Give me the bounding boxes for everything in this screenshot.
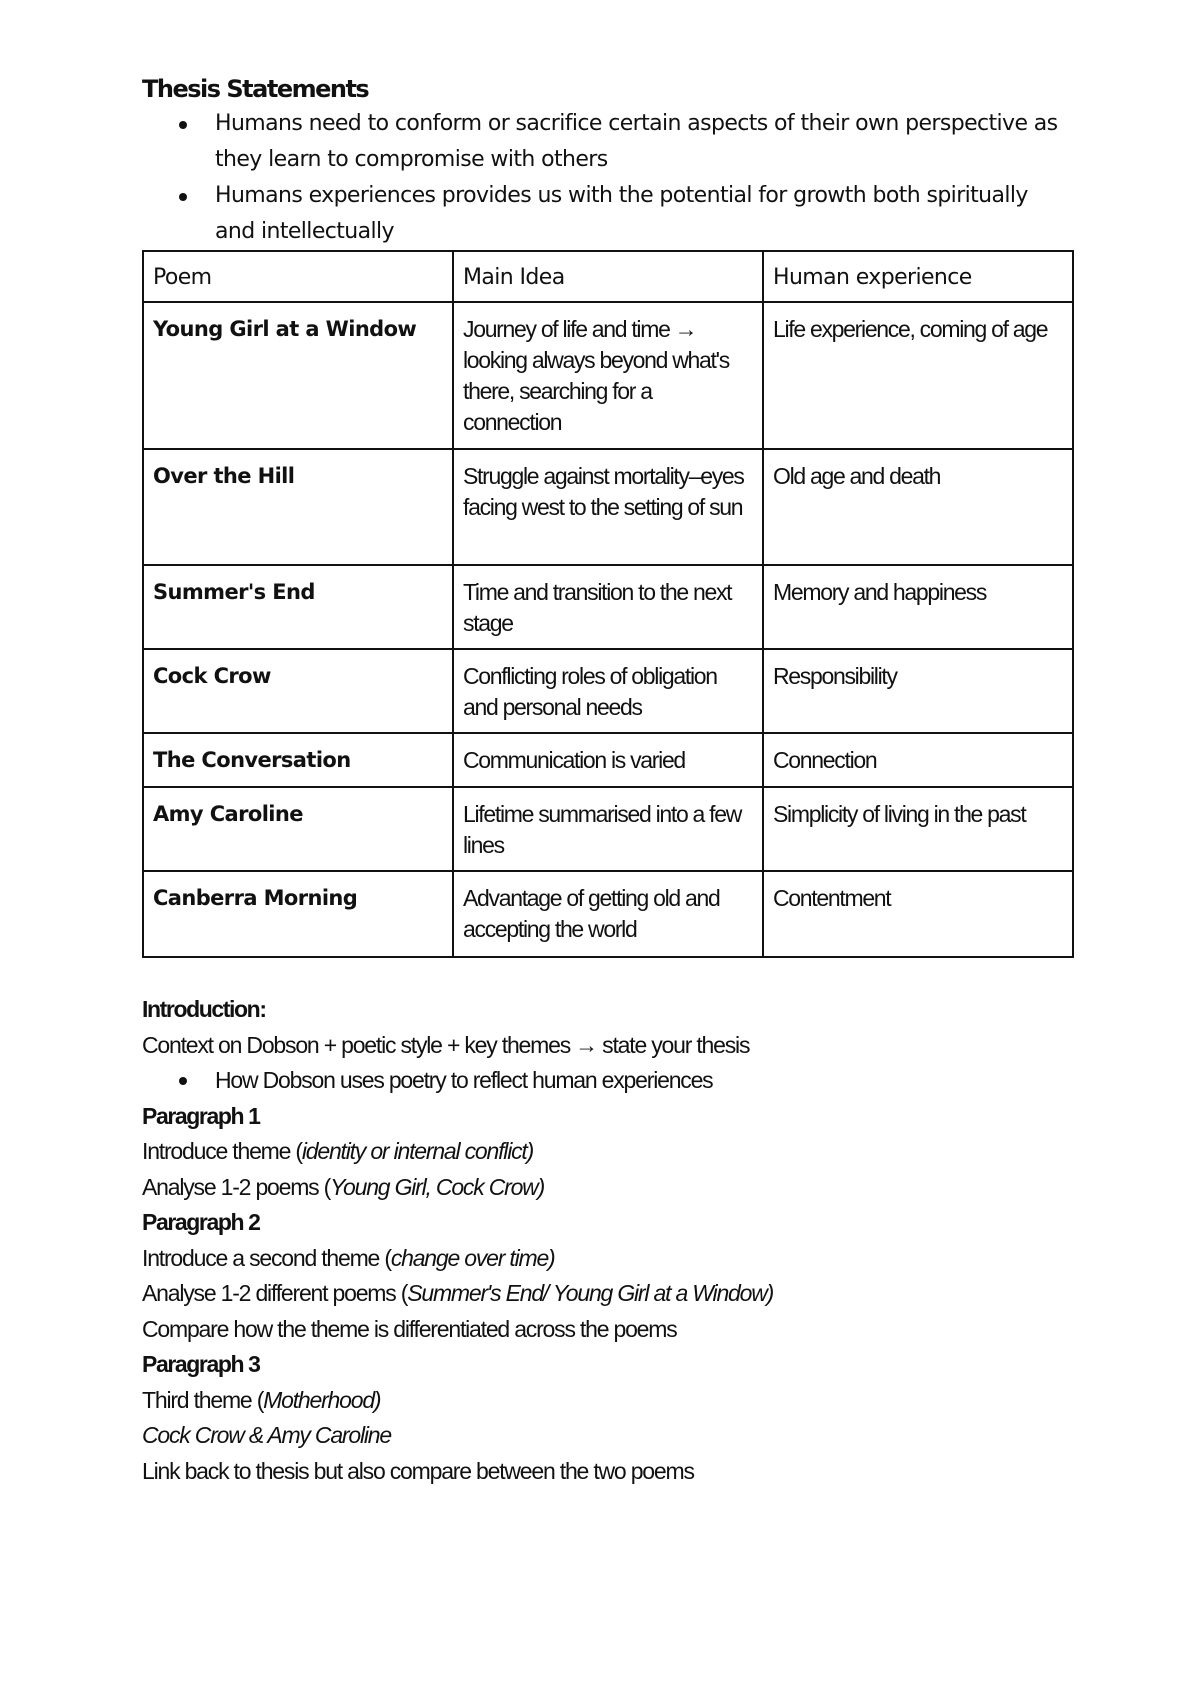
main-idea: Struggle against mortality–eyes facing west to the setting of sun — [453, 449, 763, 565]
paragraph-3-line: Link back to thesis but also compare between the two poems — [142, 1457, 694, 1484]
header-main-idea: Main Idea — [453, 251, 763, 302]
poem-title: The Conversation — [143, 733, 453, 787]
paragraph-2-line: Compare how the theme is differentiated across the poems — [142, 1315, 677, 1342]
paragraph-3-line — [142, 1383, 1072, 1419]
paragraph-2-heading: Paragraph 2 — [142, 1209, 260, 1235]
line-italic: change over time) — [390, 1244, 555, 1271]
human-experience: Simplicity of living in the past — [763, 787, 1073, 871]
poem-title: Young Girl at a Window — [143, 302, 453, 449]
table-header-row — [143, 251, 1073, 302]
poem-title: Amy Caroline — [143, 787, 453, 871]
table-row — [143, 787, 1073, 871]
poem-title: Over the Hill — [143, 449, 453, 565]
introduction-heading: Introduction: — [142, 996, 266, 1022]
paragraph-1-line — [142, 1170, 1072, 1206]
paragraph-2-line — [142, 1276, 1072, 1312]
main-idea: Time and transition to the next stage — [453, 565, 763, 649]
main-idea: Advantage of getting old and accepting the world — [453, 871, 763, 957]
thesis-list — [142, 106, 1072, 250]
table-row — [143, 302, 1073, 449]
human-experience: Responsibility — [763, 649, 1073, 733]
line-text: Analyse 1-2 poems ( — [142, 1173, 331, 1200]
line-text: Analyse 1-2 different poems ( — [142, 1280, 408, 1306]
paragraph-1-heading: Paragraph 1 — [142, 1102, 260, 1129]
thesis-bullet: Humans need to conform or sacrifice certain aspects of their own perspective as they learn to compromise with others — [215, 106, 1072, 178]
table-row — [143, 449, 1073, 565]
poem-title: Cock Crow — [143, 649, 453, 733]
human-experience: Connection — [763, 733, 1073, 787]
paragraph-2-line — [142, 1241, 1072, 1277]
paragraph-1-line — [142, 1134, 1072, 1170]
line-italic: Young Girl, Cock Crow) — [330, 1173, 545, 1200]
main-idea: Conflicting roles of obligation and personal needs — [453, 649, 763, 733]
poem-title: Canberra Morning — [143, 871, 453, 957]
line-italic: identity or internal conflict) — [301, 1138, 534, 1164]
essay-outline — [142, 992, 1072, 1489]
line-text: Introduce theme ( — [142, 1138, 302, 1164]
document-content — [142, 72, 1072, 1489]
thesis-bullet: Humans experiences provides us with the potential for growth both spiritually and intellectually — [215, 178, 1072, 250]
table-row — [143, 565, 1073, 649]
thesis-title: Thesis Statements — [142, 75, 369, 103]
header-poem: Poem — [143, 251, 453, 302]
human-experience: Life experience, coming of age — [763, 302, 1073, 449]
human-experience: Memory and happiness — [763, 565, 1073, 649]
main-idea: Journey of life and time → looking always beyond what's there, searching for a connection — [453, 302, 763, 449]
human-experience: Old age and death — [763, 449, 1073, 565]
introduction-line: Context on Dobson + poetic style + key themes → state your thesis — [142, 1031, 750, 1058]
header-human-experience: Human experience — [763, 251, 1073, 302]
paragraph-3-line — [142, 1418, 1072, 1454]
table-row — [143, 733, 1073, 787]
poem-title: Summer's End — [143, 565, 453, 649]
main-idea: Lifetime summarised into a few lines — [453, 787, 763, 871]
introduction-bullet: How Dobson uses poetry to reflect human experiences — [142, 1063, 1072, 1099]
paragraph-3-heading: Paragraph 3 — [142, 1351, 260, 1377]
table-row — [143, 871, 1073, 957]
line-italic: Motherhood) — [263, 1386, 381, 1413]
human-experience: Contentment — [763, 871, 1073, 957]
line-text: Introduce a second theme ( — [142, 1244, 391, 1271]
table-row — [143, 649, 1073, 733]
poem-table — [142, 250, 1074, 958]
main-idea: Communication is varied — [453, 733, 763, 787]
line-italic: Summer's End/ Young Girl at a Window) — [407, 1280, 774, 1306]
line-italic: Cock Crow & Amy Caroline — [142, 1422, 391, 1448]
line-text: Third theme ( — [142, 1386, 264, 1413]
